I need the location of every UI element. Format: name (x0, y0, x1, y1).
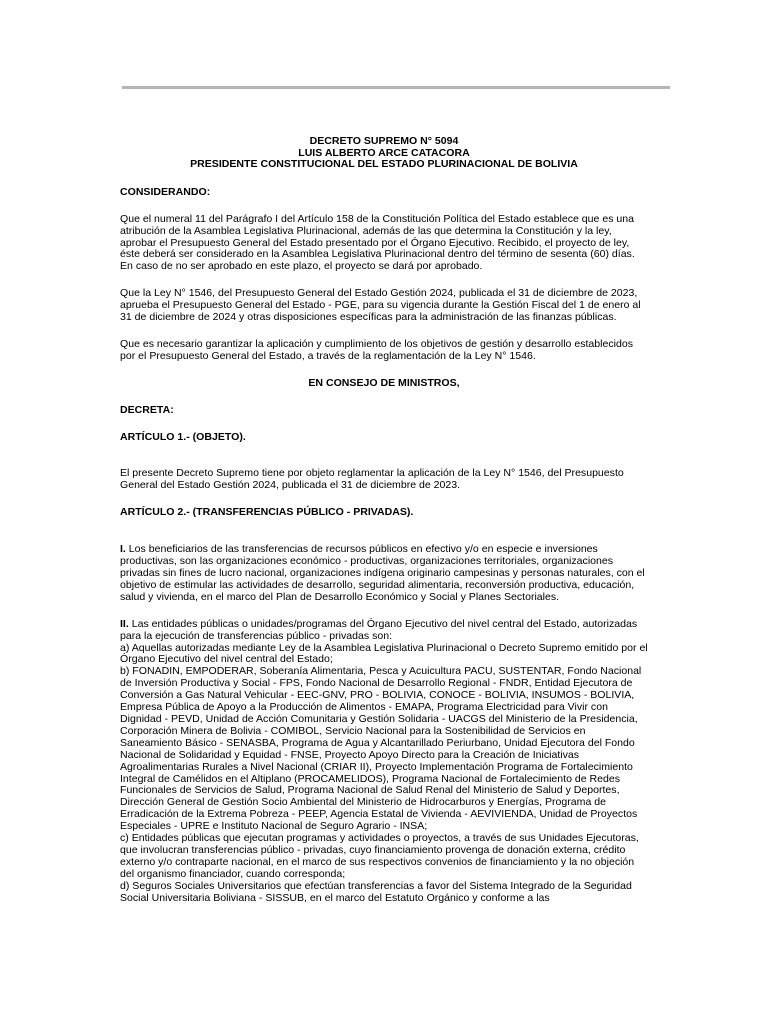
list-item-b: b) FONADIN, EMPODERAR, Soberanía Alimentaria, Pesca y Acuicultura PACU, SUSTENTAR, Fondo Nacional de Inversión Productiva y Social - FPS, Fondo Nacional de Desarrollo Regional - FNDR, Entidad Ejecutora de Conversión a Gas Natural Vehicular - EEC-GNV, PRO - BOLIVIA, CONOCE - BOLIVIA, INSUMOS - BOLIVIA, Empresa Pública de Apoyo a la Producción de Alimentos - EMAPA, Programa Electricidad para Vivir con Dignidad - PEVD, Unidad de Acción Comunitaria y Gestión Solidaria - UACGS del Ministerio de la Presidencia, Corporación Minera de Bolivia - COMIBOL, Servicio Nacional para la Sostenibilidad de Servicios en Saneamiento Básico - SENASBA, Programa de Agua y Alcantarillado Periurbano, Unidad Ejecutora del Fondo Nacional de Solidaridad y Equidad - FNSE, Proyecto Apoyo Directo para la Creación de Iniciativas Agroalimentarias Rurales a Nivel Nacional (CRIAR II), Proyecto Implementación Programa de Fortalecimiento Integral de Camélidos en el Altiplano (PROCAMELIDOS), Programa Nacional de Fortalecimiento de Redes Funcionales de Servicios de Salud, Programa Nacional de Salud Renal del Ministerio de Salud y Deportes, Dirección General de Gestión Socio Ambiental del Ministerio de Hidrocarburos y Energías, Programa de Erradicación de la Extrema Pobreza - PEEP, Agencia Estatal de Vivienda - AEVIVIENDA, Unidad de Proyectos Especiales - UPRE e Instituto Nacional de Seguro Agrario - INSA; (120, 665, 642, 833)
consejo-heading: EN CONSEJO DE MINISTROS, (308, 376, 460, 389)
paragraph-label-i: I. (120, 543, 126, 556)
paragraph-label-ii: II. (120, 617, 129, 630)
top-divider (122, 86, 670, 89)
president-name: LUIS ALBERTO ARCE CATACORA (298, 146, 470, 159)
decreta-heading: DECRETA: (120, 403, 174, 416)
list-item-c: c) Entidades públicas que ejecutan programas y actividades o proyectos, a través de sus Unidades Ejecutoras, que involucran transferencias público - privadas, cuyo financiamiento provenga de donación externa, crédito externo y/o contraparte nacional, en el marco de sus respectivos convenios de financiamiento y la no objeción del organismo financiador, cuando corresponda; (120, 832, 639, 880)
article-1-text: El presente Decreto Supremo tiene por objeto reglamentar la aplicación de la Ley N° 1546, del Presupuesto General del Estado Gestión 2024, publicada el 31 de diciembre de 2023. (120, 467, 624, 492)
list-item-a: a) Aquellas autorizadas mediante Ley de la Asamblea Legislativa Plurinacional o Decreto Supremo emitido por el Órgano Ejecutivo del nivel central del Estado; (120, 641, 648, 666)
paragraph-1-text: Los beneficiarios de las transferencias de recursos públicos en efectivo y/o en especie e inversiones productivas, son las organizaciones económico - productivas, organizaciones territoriales, organizaciones privadas sin fines de lucro nacional, organizaciones indígena originario campesinas y personas naturales, con el objetivo de estimular las actividades de desarrollo, seguridad alimentaria, reconversión productiva, educación, salud y vivienda, en el marco del Plan de Desarrollo Económico y Social y Planes Sectoriales. (120, 543, 645, 603)
decree-header (120, 136, 648, 171)
considerando-paragraph-3: Que es necesario garantizar la aplicación y cumplimiento de los objetivos de gestión y desarrollo establecidos por el Presupuesto General del Estado, a través de la reglamentación de la Ley N° 1546. (120, 337, 633, 362)
president-title: PRESIDENTE CONSTITUCIONAL DEL ESTADO PLURINACIONAL DE BOLIVIA (190, 158, 578, 171)
considerando-heading: CONSIDERANDO: (120, 185, 211, 198)
document-body (120, 136, 648, 904)
article-2-heading: ARTÍCULO 2.- (TRANSFERENCIAS PÚBLICO - PRIVADAS). (120, 506, 414, 519)
considerando-paragraph-1: Que el numeral 11 del Parágrafo I del Artículo 158 de la Constitución Política del Estado establece que es una atribución de la Asamblea Legislativa Plurinacional, además de las que determina la Constitución y la ley, aprobar el Presupuesto General del Estado presentado por el Órgano Ejecutivo. Recibido, el proyecto de ley, éste deberá ser considerado en la Asamblea Legislativa Plurinacional dentro del término de sesenta (60) días. En caso de no ser aprobado en este plazo, el proyecto se dará por aprobado. (120, 212, 635, 273)
paragraph-2-text: Las entidades públicas o unidades/programas del Órgano Ejecutivo del nivel central del Estado, autorizadas para la ejecución de transferencias público - privadas son: (120, 617, 638, 642)
decree-number: DECRETO SUPREMO N° 5094 (309, 135, 459, 147)
article-1-heading: ARTÍCULO 1.- (OBJETO). (120, 430, 246, 443)
article-2-paragraph-1 (120, 544, 648, 604)
considerando-paragraph-2: Que la Ley N° 1546, del Presupuesto General del Estado Gestión 2024, publicada el 31 de diciembre de 2023, aprueba el Presupuesto General del Estado - PGE, para su vigencia durante la Gestión Fiscal del 1 de enero al 31 de diciembre de 2024 y otras disposiciones específicas para la administración de las finanzas públicas. (120, 287, 641, 324)
article-2-paragraph-2 (120, 619, 648, 643)
list-item-d: d) Seguros Sociales Universitarios que efectúan transferencias a favor del Sistema Integrado de la Seguridad Social Universitaria Boliviana - SISSUB, en el marco del Estatuto Orgánico y conforme a las (120, 879, 632, 904)
